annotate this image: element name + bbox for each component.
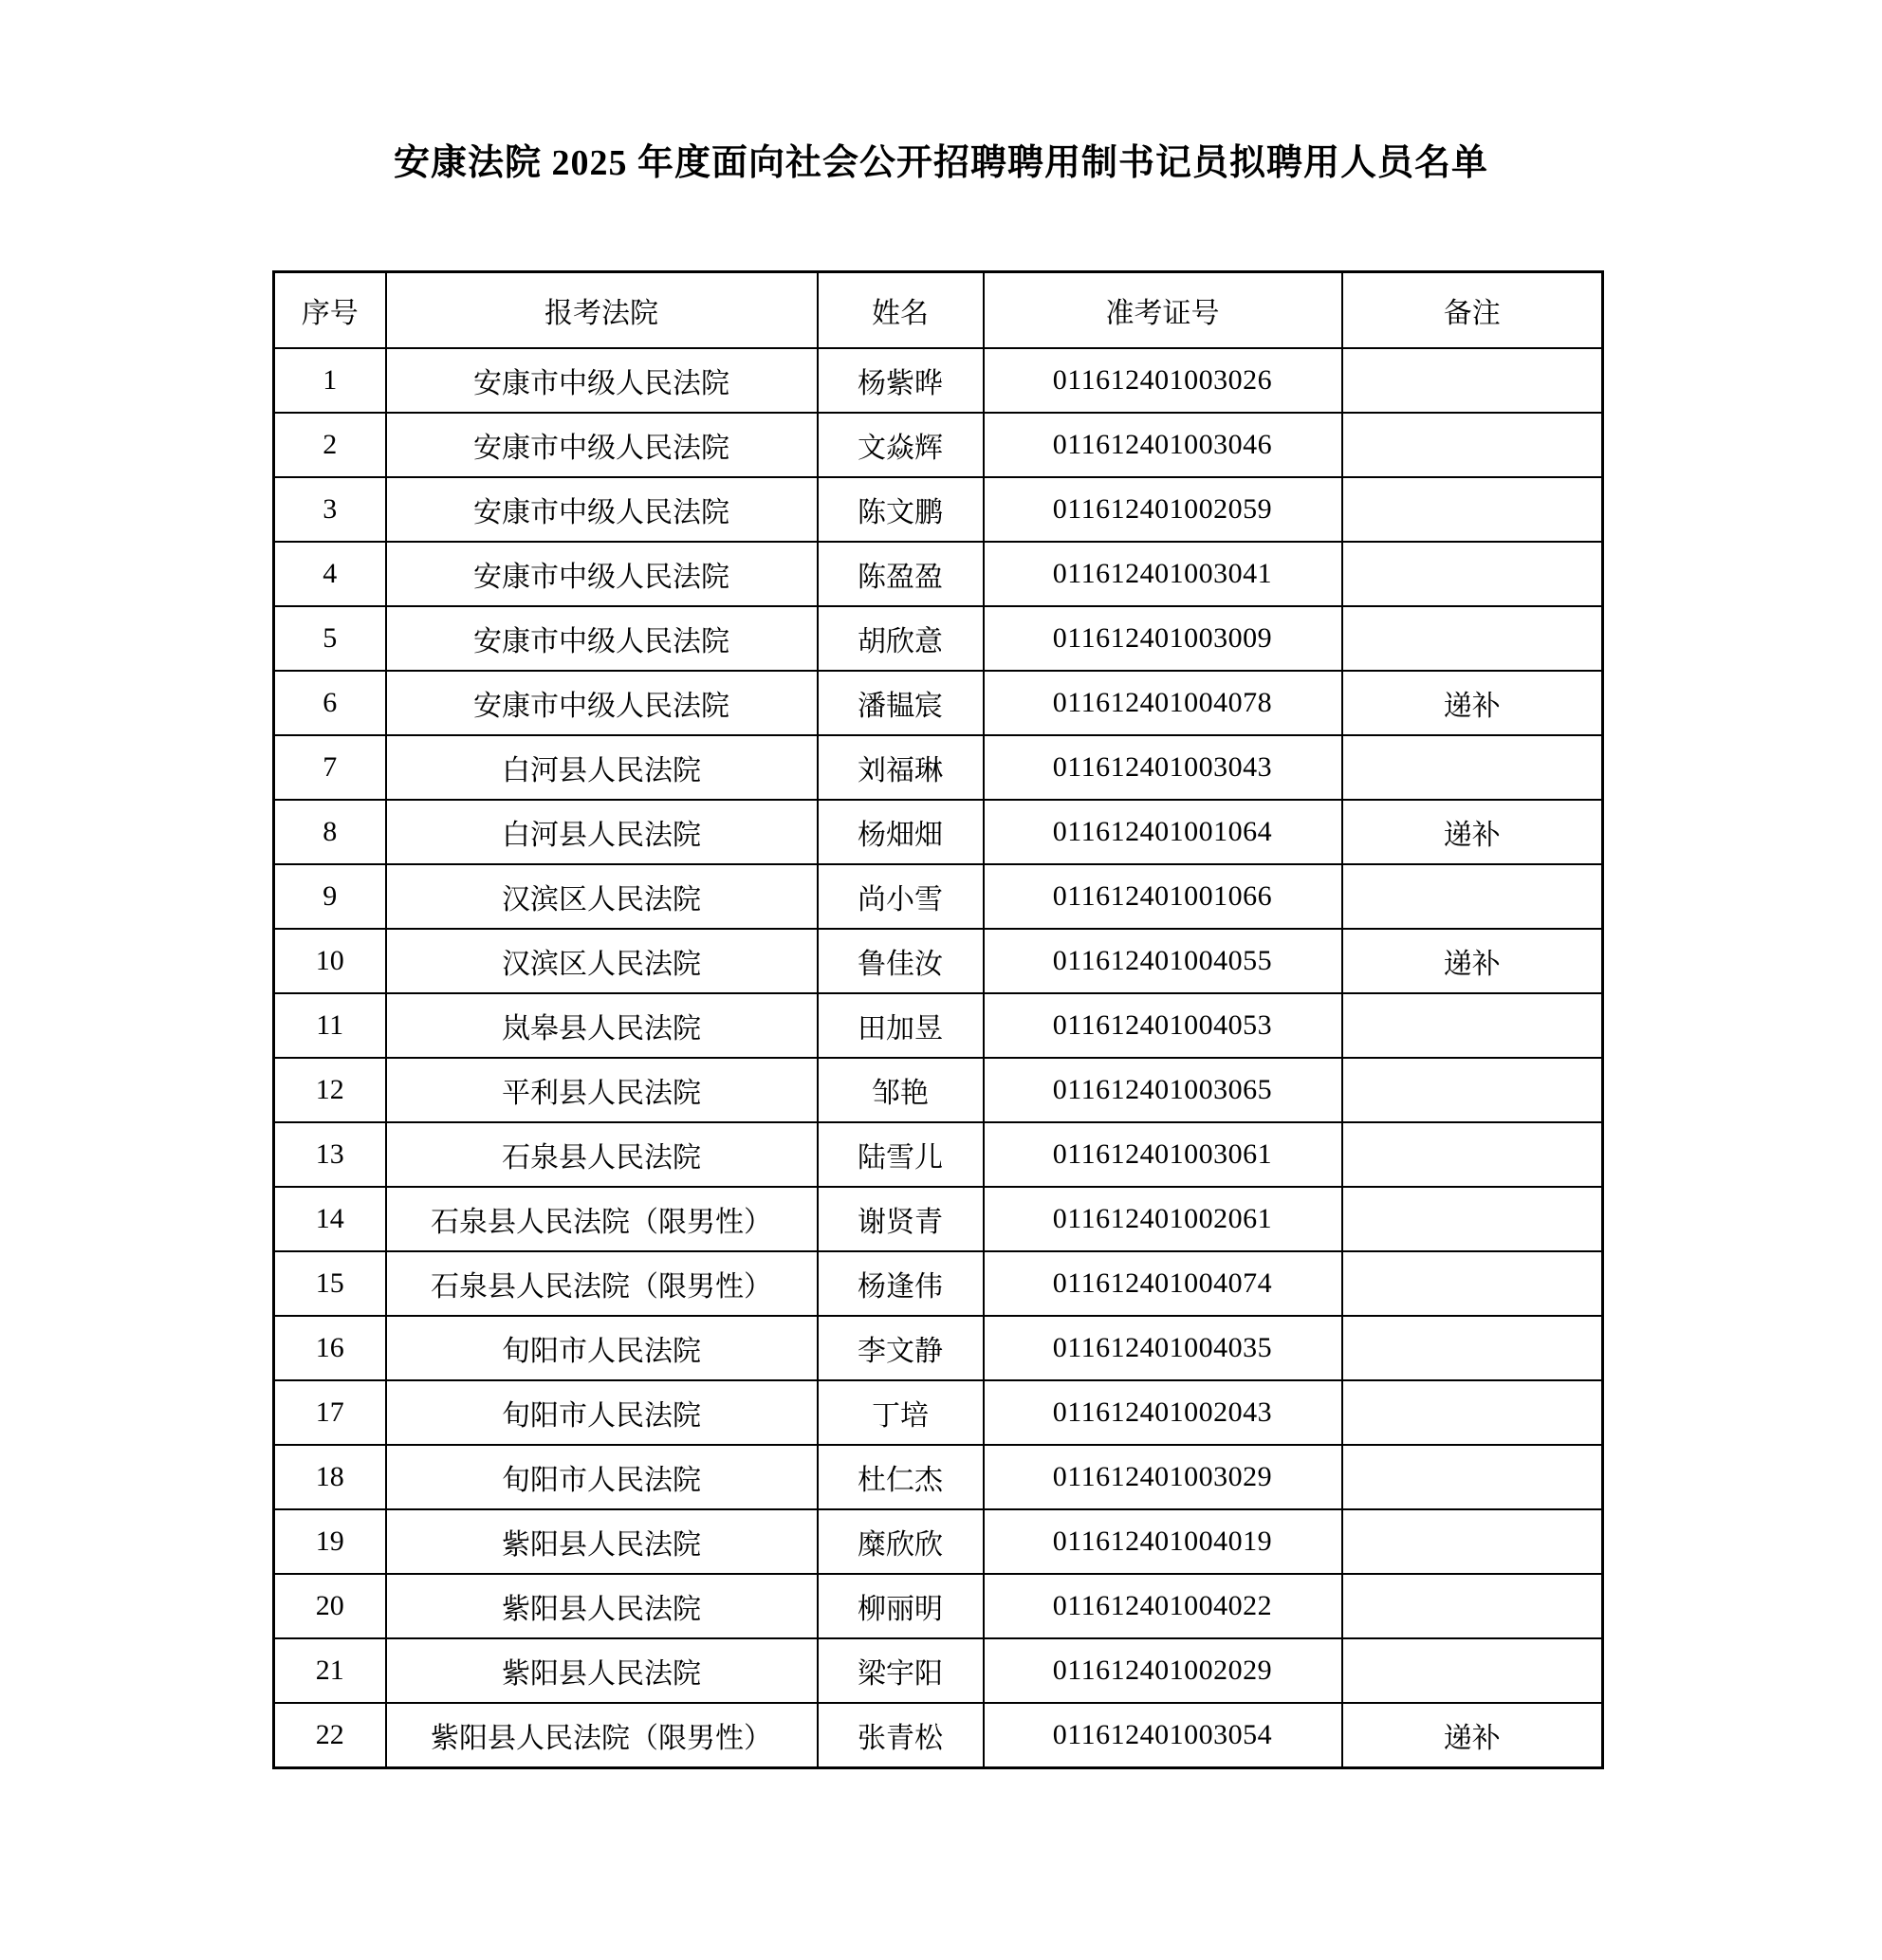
table-row bbox=[274, 1058, 1603, 1122]
table-row bbox=[274, 1380, 1603, 1445]
table-row bbox=[274, 800, 1603, 864]
cell-name: 杜仁杰 bbox=[818, 1445, 984, 1509]
cell-name: 鲁佳汝 bbox=[818, 929, 984, 993]
cell-seq: 6 bbox=[274, 671, 386, 735]
cell-court: 汉滨区人民法院 bbox=[386, 929, 818, 993]
cell-court: 安康市中级人民法院 bbox=[386, 413, 818, 477]
cell-seq: 12 bbox=[274, 1058, 386, 1122]
cell-name: 杨紫晔 bbox=[818, 348, 984, 413]
cell-ticket: 011612401001064 bbox=[984, 800, 1342, 864]
cell-remark bbox=[1342, 1445, 1603, 1509]
cell-ticket: 011612401002059 bbox=[984, 477, 1342, 542]
table-row bbox=[274, 1316, 1603, 1380]
cell-remark: 递补 bbox=[1342, 929, 1603, 993]
cell-remark bbox=[1342, 413, 1603, 477]
cell-remark bbox=[1342, 735, 1603, 800]
column-header-remark: 备注 bbox=[1342, 272, 1603, 349]
cell-seq: 19 bbox=[274, 1509, 386, 1574]
table-row bbox=[274, 993, 1603, 1058]
cell-remark bbox=[1342, 1187, 1603, 1251]
cell-remark bbox=[1342, 864, 1603, 929]
cell-seq: 10 bbox=[274, 929, 386, 993]
cell-remark bbox=[1342, 993, 1603, 1058]
cell-ticket: 011612401003065 bbox=[984, 1058, 1342, 1122]
cell-seq: 2 bbox=[274, 413, 386, 477]
cell-court: 旬阳市人民法院 bbox=[386, 1380, 818, 1445]
cell-remark: 递补 bbox=[1342, 800, 1603, 864]
cell-ticket: 011612401004022 bbox=[984, 1574, 1342, 1638]
cell-seq: 14 bbox=[274, 1187, 386, 1251]
cell-court: 平利县人民法院 bbox=[386, 1058, 818, 1122]
cell-seq: 13 bbox=[274, 1122, 386, 1187]
cell-name: 李文静 bbox=[818, 1316, 984, 1380]
cell-court: 安康市中级人民法院 bbox=[386, 606, 818, 671]
cell-ticket: 011612401001066 bbox=[984, 864, 1342, 929]
cell-name: 柳丽明 bbox=[818, 1574, 984, 1638]
cell-ticket: 011612401003041 bbox=[984, 542, 1342, 606]
cell-name: 陈盈盈 bbox=[818, 542, 984, 606]
table-header-row bbox=[274, 272, 1603, 349]
cell-court: 紫阳县人民法院（限男性） bbox=[386, 1703, 818, 1768]
cell-name: 梁宇阳 bbox=[818, 1638, 984, 1703]
column-header-court: 报考法院 bbox=[386, 272, 818, 349]
cell-seq: 9 bbox=[274, 864, 386, 929]
cell-ticket: 011612401003026 bbox=[984, 348, 1342, 413]
cell-ticket: 011612401002029 bbox=[984, 1638, 1342, 1703]
cell-name: 丁培 bbox=[818, 1380, 984, 1445]
cell-seq: 8 bbox=[274, 800, 386, 864]
cell-seq: 22 bbox=[274, 1703, 386, 1768]
table-row bbox=[274, 929, 1603, 993]
cell-seq: 7 bbox=[274, 735, 386, 800]
cell-court: 安康市中级人民法院 bbox=[386, 477, 818, 542]
page-title: 安康法院 2025 年度面向社会公开招聘聘用制书记员拟聘用人员名单 bbox=[393, 143, 1488, 183]
cell-court: 白河县人民法院 bbox=[386, 735, 818, 800]
cell-seq: 11 bbox=[274, 993, 386, 1058]
cell-remark bbox=[1342, 542, 1603, 606]
cell-name: 文焱辉 bbox=[818, 413, 984, 477]
cell-court: 紫阳县人民法院 bbox=[386, 1574, 818, 1638]
table-row bbox=[274, 542, 1603, 606]
cell-name: 张青松 bbox=[818, 1703, 984, 1768]
cell-name: 陆雪儿 bbox=[818, 1122, 984, 1187]
roster-table bbox=[272, 270, 1604, 1769]
table-row bbox=[274, 606, 1603, 671]
cell-name: 胡欣意 bbox=[818, 606, 984, 671]
cell-remark bbox=[1342, 1058, 1603, 1122]
cell-name: 杨畑畑 bbox=[818, 800, 984, 864]
cell-court: 石泉县人民法院（限男性） bbox=[386, 1187, 818, 1251]
cell-court: 安康市中级人民法院 bbox=[386, 542, 818, 606]
cell-court: 白河县人民法院 bbox=[386, 800, 818, 864]
cell-court: 安康市中级人民法院 bbox=[386, 671, 818, 735]
table-row bbox=[274, 1509, 1603, 1574]
cell-court: 岚皋县人民法院 bbox=[386, 993, 818, 1058]
cell-ticket: 011612401004055 bbox=[984, 929, 1342, 993]
cell-name: 谢贤青 bbox=[818, 1187, 984, 1251]
cell-seq: 5 bbox=[274, 606, 386, 671]
cell-name: 田加昱 bbox=[818, 993, 984, 1058]
column-header-name: 姓名 bbox=[818, 272, 984, 349]
cell-remark bbox=[1342, 1251, 1603, 1316]
cell-ticket: 011612401002061 bbox=[984, 1187, 1342, 1251]
cell-ticket: 011612401003046 bbox=[984, 413, 1342, 477]
cell-ticket: 011612401004053 bbox=[984, 993, 1342, 1058]
cell-seq: 17 bbox=[274, 1380, 386, 1445]
cell-ticket: 011612401002043 bbox=[984, 1380, 1342, 1445]
cell-ticket: 011612401004019 bbox=[984, 1509, 1342, 1574]
table-row bbox=[274, 1638, 1603, 1703]
cell-court: 旬阳市人民法院 bbox=[386, 1445, 818, 1509]
table-row bbox=[274, 1251, 1603, 1316]
cell-seq: 15 bbox=[274, 1251, 386, 1316]
table-row bbox=[274, 864, 1603, 929]
cell-seq: 16 bbox=[274, 1316, 386, 1380]
table-row bbox=[274, 348, 1603, 413]
cell-remark bbox=[1342, 1122, 1603, 1187]
table-row bbox=[274, 735, 1603, 800]
cell-name: 邹艳 bbox=[818, 1058, 984, 1122]
cell-ticket: 011612401003054 bbox=[984, 1703, 1342, 1768]
cell-ticket: 011612401003061 bbox=[984, 1122, 1342, 1187]
column-header-seq: 序号 bbox=[274, 272, 386, 349]
table-row bbox=[274, 1445, 1603, 1509]
cell-ticket: 011612401004078 bbox=[984, 671, 1342, 735]
cell-court: 安康市中级人民法院 bbox=[386, 348, 818, 413]
table-row bbox=[274, 1122, 1603, 1187]
cell-ticket: 011612401004074 bbox=[984, 1251, 1342, 1316]
cell-name: 糜欣欣 bbox=[818, 1509, 984, 1574]
cell-court: 紫阳县人民法院 bbox=[386, 1638, 818, 1703]
table-row bbox=[274, 671, 1603, 735]
column-header-ticket: 准考证号 bbox=[984, 272, 1342, 349]
table-row bbox=[274, 413, 1603, 477]
cell-name: 尚小雪 bbox=[818, 864, 984, 929]
table-row bbox=[274, 1703, 1603, 1768]
cell-remark bbox=[1342, 348, 1603, 413]
cell-seq: 1 bbox=[274, 348, 386, 413]
cell-seq: 18 bbox=[274, 1445, 386, 1509]
cell-remark: 递补 bbox=[1342, 671, 1603, 735]
cell-remark bbox=[1342, 1638, 1603, 1703]
cell-ticket: 011612401003009 bbox=[984, 606, 1342, 671]
cell-remark bbox=[1342, 1509, 1603, 1574]
cell-seq: 21 bbox=[274, 1638, 386, 1703]
table-row bbox=[274, 1187, 1603, 1251]
cell-remark bbox=[1342, 1316, 1603, 1380]
cell-remark bbox=[1342, 1574, 1603, 1638]
cell-court: 汉滨区人民法院 bbox=[386, 864, 818, 929]
cell-court: 旬阳市人民法院 bbox=[386, 1316, 818, 1380]
cell-name: 陈文鹏 bbox=[818, 477, 984, 542]
cell-name: 潘韫宸 bbox=[818, 671, 984, 735]
cell-ticket: 011612401003043 bbox=[984, 735, 1342, 800]
cell-name: 刘福琳 bbox=[818, 735, 984, 800]
cell-court: 石泉县人民法院（限男性） bbox=[386, 1251, 818, 1316]
cell-remark bbox=[1342, 477, 1603, 542]
cell-court: 石泉县人民法院 bbox=[386, 1122, 818, 1187]
cell-court: 紫阳县人民法院 bbox=[386, 1509, 818, 1574]
table-row bbox=[274, 1574, 1603, 1638]
cell-seq: 3 bbox=[274, 477, 386, 542]
cell-remark bbox=[1342, 606, 1603, 671]
table-row bbox=[274, 477, 1603, 542]
cell-seq: 20 bbox=[274, 1574, 386, 1638]
cell-seq: 4 bbox=[274, 542, 386, 606]
cell-remark bbox=[1342, 1380, 1603, 1445]
cell-name: 杨逢伟 bbox=[818, 1251, 984, 1316]
cell-remark: 递补 bbox=[1342, 1703, 1603, 1768]
cell-ticket: 011612401004035 bbox=[984, 1316, 1342, 1380]
cell-ticket: 011612401003029 bbox=[984, 1445, 1342, 1509]
